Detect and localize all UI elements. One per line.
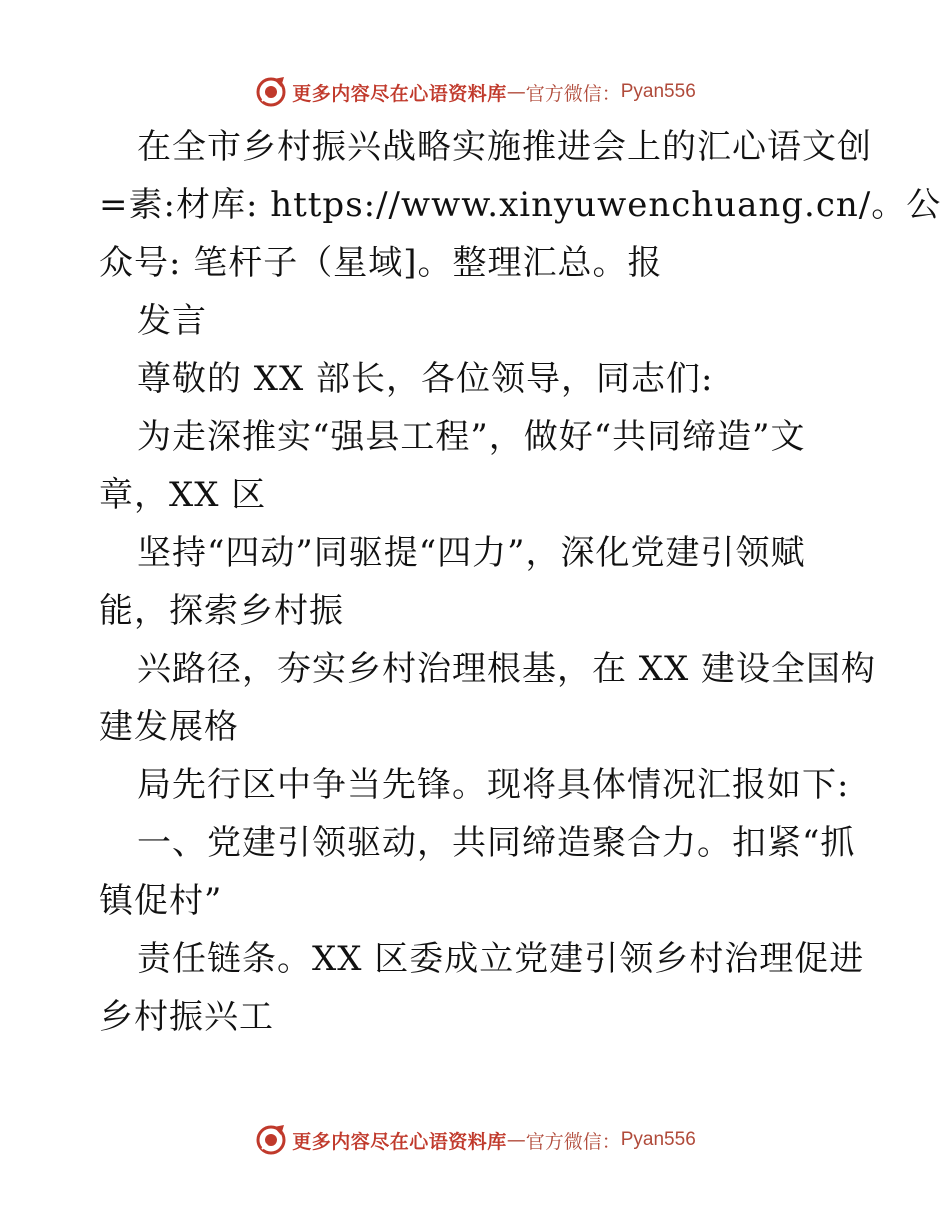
watermark-text: 更多内容尽在心语资料库 [292,82,507,105]
text-line: 发言 [137,301,207,341]
watermark-dash: — [506,1129,526,1151]
text-line: 众号: 笔杆子（星域]。整理汇总。报 [99,243,663,283]
watermark-wechat-id: Pyan556 [620,81,696,102]
watermark-wechat-label: 官方微信： [525,1130,621,1153]
text-line: 在全市乡村振兴战略实施推进会上的汇心语文创 [137,127,872,167]
watermark-wechat-id: Pyan556 [620,1129,696,1150]
text-line: 为走深推实“强县工程”，做好“共同缔造”文 [137,417,806,457]
header-watermark-banner [0,72,950,112]
text-line: 建发展格 [99,707,239,747]
watermark-dash: — [506,81,526,103]
text-line: =素:材库: https://www.xinyuwenchuang.cn/。公 [99,185,942,225]
pen-logo-icon [254,75,288,109]
watermark-text: 更多内容尽在心语资料库 [292,1130,507,1153]
document-body [99,118,942,1046]
footer-watermark-banner [0,1120,950,1160]
watermark-wechat-label: 官方微信： [525,82,621,105]
text-line: 局先行区中争当先锋。现将具体情况汇报如下: [137,765,850,805]
text-line: 镇促村” [99,881,223,921]
text-line: 一、党建引领驱动，共同缔造聚合力。扣紧“抓 [137,823,856,863]
text-line: 乡村振兴工 [99,997,274,1037]
pen-logo-icon [254,1123,288,1157]
text-line: 兴路径，夯实乡村治理根基，在 XX 建设全国构 [137,649,877,689]
text-line: 能，探索乡村振 [99,591,344,631]
text-line: 尊敬的 XX 部长，各位领导，同志们: [137,359,714,399]
text-line: 章，XX 区 [99,475,267,515]
text-line: 责任链条。XX 区委成立党建引领乡村治理促进 [137,939,865,979]
text-line: 坚持“四动”同驱提“四力”，深化党建引领赋 [137,533,806,573]
